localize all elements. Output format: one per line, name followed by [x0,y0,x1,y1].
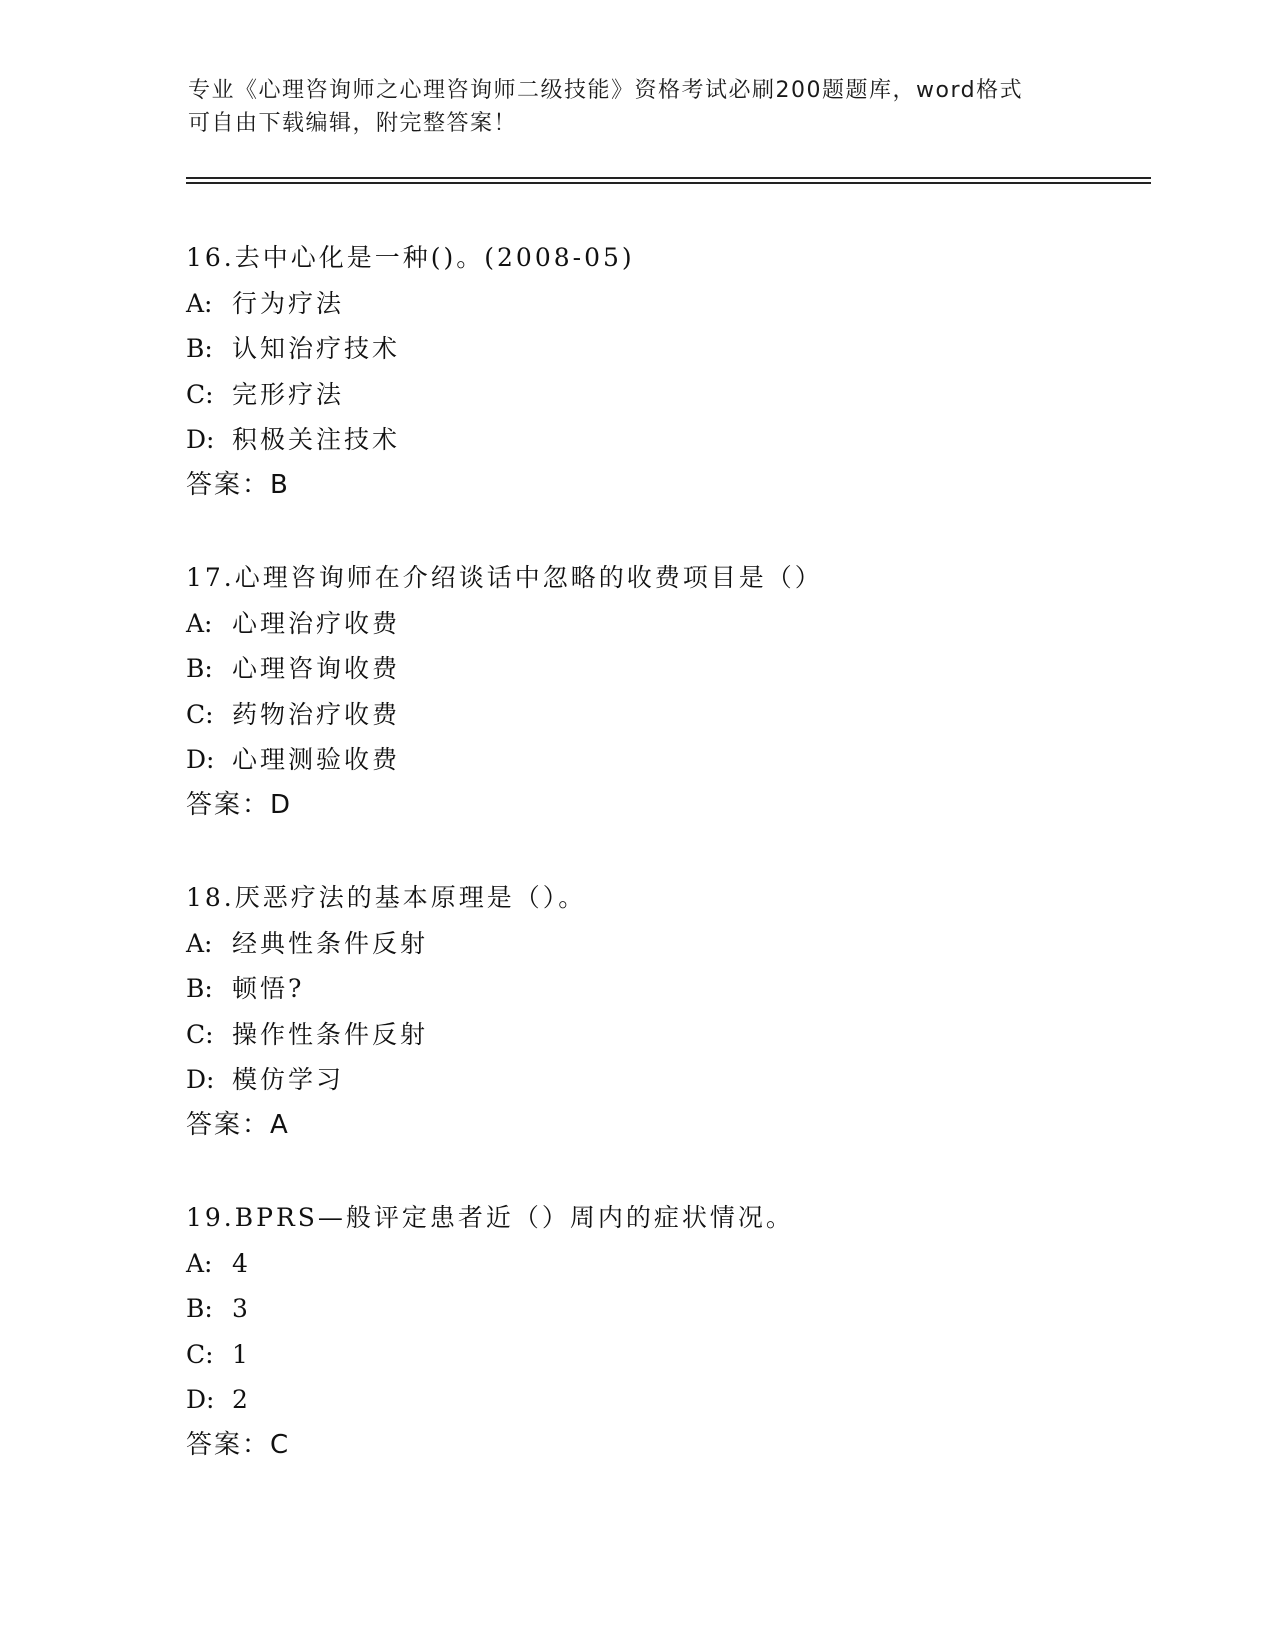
option-text: 心理测验收费 [232,745,401,774]
option-text: 积极关注技术 [232,425,401,454]
option-text: 模仿学习 [232,1065,345,1094]
option-text: 顿悟? [232,974,305,1003]
option-a [186,601,1126,647]
option-a [186,1241,1126,1287]
option-b [186,1286,1126,1332]
option-label: A: [186,288,213,318]
option-c [186,372,1126,418]
option-label: A: [186,608,213,638]
header-divider-bottom [186,182,1151,184]
question-16 [186,235,1126,555]
question-18 [186,875,1126,1195]
option-text: 认知治疗技术 [232,334,401,363]
option-a [186,281,1126,327]
answer-line: 答案：C [186,1429,291,1460]
question-17 [186,555,1126,875]
option-label: C: [186,1339,214,1369]
answer-line: 答案：A [186,1109,290,1140]
option-a [186,921,1126,967]
document-header [188,74,1088,140]
option-b [186,646,1126,692]
question-19 [186,1195,1126,1515]
option-label: D: [186,1065,215,1094]
option-text: 3 [232,1294,251,1323]
header-divider-top [186,177,1151,179]
question-stem: 16.去中心化是一种()。(2008-05) [186,243,635,272]
option-text: 操作性条件反射 [232,1019,429,1049]
option-label: C: [186,1019,214,1049]
option-d [186,1377,1126,1423]
answer-line: 答案：D [186,789,293,820]
option-label: B: [186,654,213,683]
header-line-1: 专业《心理咨询师之心理咨询师二级技能》资格考试必刷200题题库，word格式 [188,78,1024,103]
question-stem: 18.厌恶疗法的基本原理是（）。 [186,883,587,912]
option-b [186,966,1126,1012]
option-label: D: [186,425,215,454]
option-d [186,737,1126,783]
option-c [186,1012,1126,1058]
option-label: C: [186,699,214,729]
option-text: 经典性条件反射 [232,928,429,958]
option-label: D: [186,1385,215,1414]
option-label: D: [186,745,215,774]
option-text: 心理治疗收费 [232,608,401,638]
option-text: 完形疗法 [232,379,345,409]
option-b [186,326,1126,372]
option-text: 药物治疗收费 [232,699,401,729]
option-text: 心理咨询收费 [232,654,401,683]
option-label: C: [186,379,214,409]
question-stem: 17.心理咨询师在介绍谈话中忽略的收费项目是（） [186,563,823,592]
option-text: 1 [232,1339,251,1369]
header-line-2: 可自由下载编辑，附完整答案！ [188,111,518,136]
option-label: A: [186,928,213,958]
option-c [186,1332,1126,1378]
option-text: 行为疗法 [232,288,345,318]
option-label: B: [186,1294,213,1323]
answer-line: 答案：B [186,469,290,500]
option-d [186,1057,1126,1103]
option-c [186,692,1126,738]
option-d [186,417,1126,463]
option-text: 4 [232,1248,251,1278]
question-stem: 19.BPRS—般评定患者近（）周内的症状情况。 [186,1203,794,1232]
option-label: A: [186,1248,213,1278]
question-list [186,235,1126,1515]
option-label: B: [186,974,213,1003]
option-label: B: [186,334,213,363]
option-text: 2 [232,1385,251,1414]
